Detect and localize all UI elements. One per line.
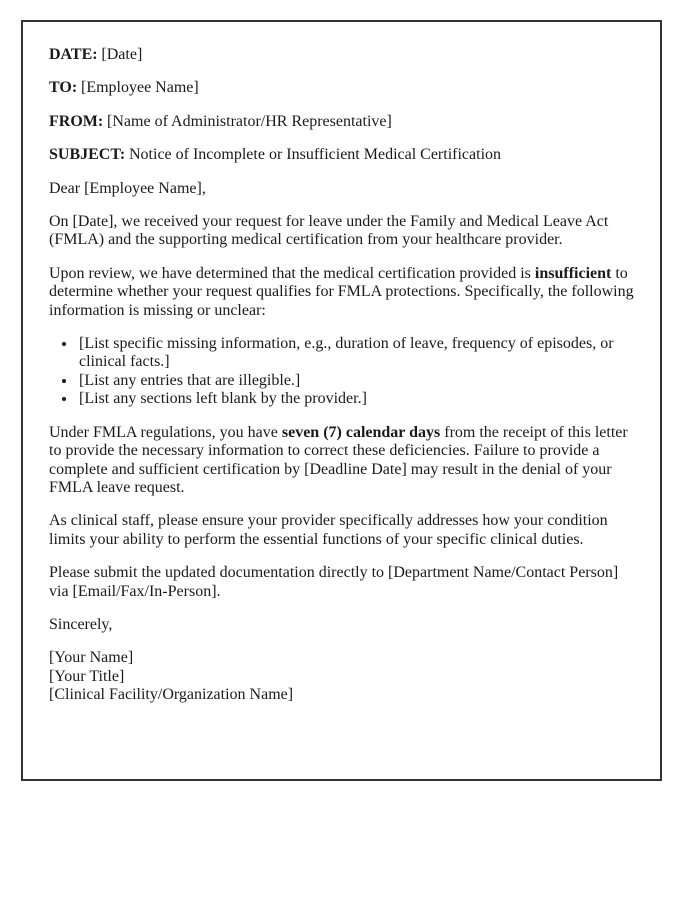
field-row-from: [49, 113, 636, 131]
deficiency-item-illegible: • [List any entries that are illegible.]: [77, 372, 636, 390]
paragraph-review: [49, 265, 636, 320]
deficiency-item-blank-sections: • [List any sections left blank by the provider.]: [77, 390, 636, 408]
signature-organization: [Clinical Facility/Organization Name]: [49, 686, 294, 704]
field-value-subject: Notice of Incomplete or Insufficient Medical Certification: [129, 146, 502, 164]
closing: Sincerely,: [49, 615, 113, 633]
paragraph-review-text-before: Upon review, we have determined that the medical certification provided is: [49, 264, 535, 282]
paragraph-deadline-bold-seven-days: seven (7) calendar days: [281, 423, 441, 441]
letter-frame: [21, 20, 662, 781]
field-row-date: [49, 46, 636, 64]
signature-block: [49, 649, 636, 704]
paragraph-deadline: [49, 424, 636, 498]
field-value-from: [Name of Administrator/HR Representative]: [107, 112, 392, 130]
field-label-from: FROM:: [49, 112, 104, 130]
paragraph-clinical-staff: As clinical staff, please ensure your provider specifically addresses how your condition limits your ability to perform the essential functions of your specific clinical duties.: [49, 512, 608, 548]
paragraph-review-text-after: to determine whether your request qualifies for FMLA protections. Specifically, the following information is missing or unclear:: [49, 264, 634, 319]
paragraph-review-bold-insufficient: insufficient: [534, 264, 612, 282]
signature-title: [Your Title]: [49, 667, 125, 685]
field-row-subject: [49, 146, 636, 164]
salutation: Dear [Employee Name],: [49, 179, 206, 197]
paragraph-deadline-text-after: from the receipt of this letter to provide the necessary information to correct these deficiencies. Failure to provide a complete and sufficient certification by [Deadline Date] may result in the denial of your FMLA leave request.: [49, 423, 628, 496]
deficiency-item-missing-info: • [List specific missing information, e.g., duration of leave, frequency of episodes, or clinical facts.]: [77, 335, 636, 372]
deficiency-list: [49, 335, 636, 409]
field-value-date: [Date]: [101, 46, 143, 63]
paragraph-submit: Please submit the updated documentation directly to [Department Name/Contact Person] via [Email/Fax/In-Person].: [49, 564, 619, 600]
signature-name: [Your Name]: [49, 649, 134, 667]
field-row-to: [49, 79, 636, 97]
field-label-subject: SUBJECT:: [49, 146, 126, 164]
field-label-date: DATE:: [49, 46, 98, 63]
paragraph-deadline-text-before: Under FMLA regulations, you have: [49, 423, 282, 441]
letter-body: [23, 22, 660, 705]
field-value-to: [Employee Name]: [80, 79, 199, 97]
paragraph-receipt: On [Date], we received your request for leave under the Family and Medical Leave Act (FMLA) and the supporting medical certification from your healthcare provider.: [49, 213, 609, 249]
field-label-to: TO:: [49, 79, 78, 97]
